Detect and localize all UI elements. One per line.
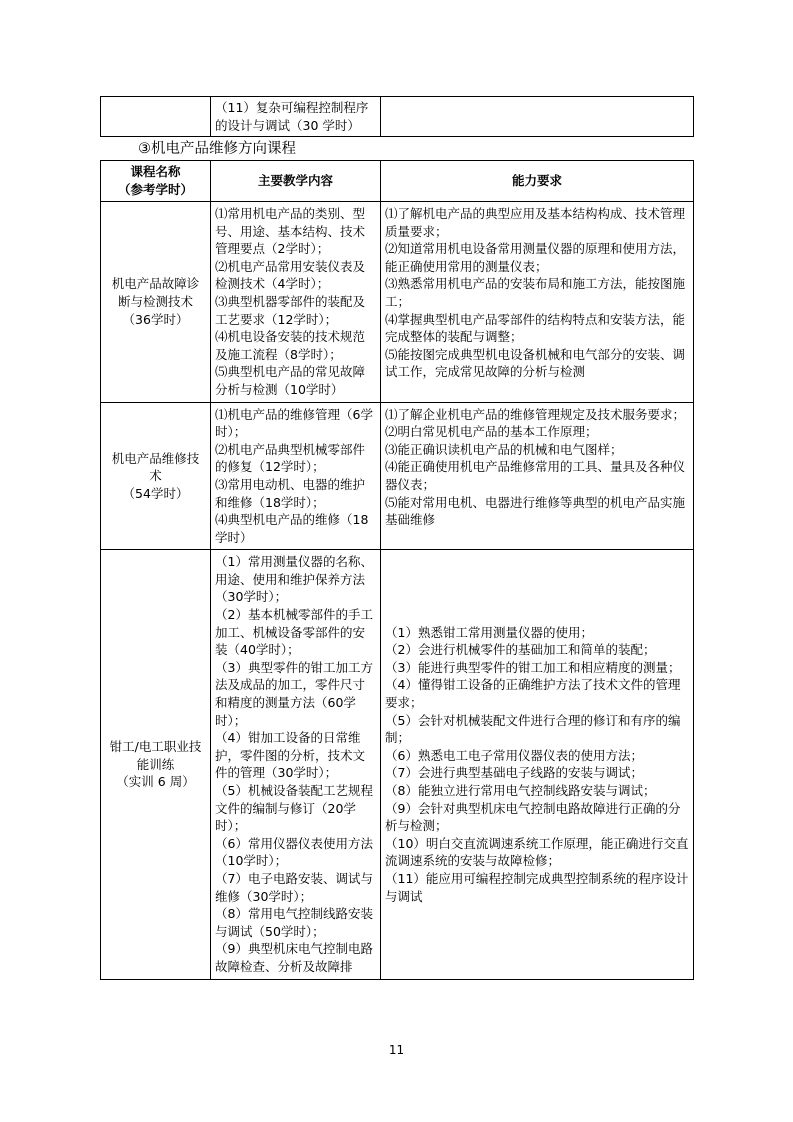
content-item: ⑶典型机器零部件的装配及工艺要求（12学时）；	[215, 293, 366, 327]
ability-cell	[381, 202, 694, 403]
content-item: （8）常用电气控制线路安装与调试（50学时）；	[215, 906, 373, 939]
content-item: （1）常用测量仪器的名称、用途、使用和维护保养方法（30学时）；	[215, 554, 373, 605]
header-ability: 能力要求	[381, 161, 694, 202]
course-hours: （36学时）	[122, 311, 189, 327]
ability-item: ⑴了解企业机电产品的维修管理规定及技术服务要求；	[385, 406, 686, 422]
content-item: ⑵机电产品常用安装仪表及检测技术（4学时）；	[215, 258, 366, 292]
course-name: 钳工/电工职业技能训练	[109, 739, 202, 772]
content-cell: （11）复杂可编程控制程序的设计与调试（30 学时）	[211, 97, 381, 137]
ability-item: （11）能应用可编程控制完成典型控制系统的程序设计与调试	[385, 870, 689, 904]
ability-item: （6）熟悉电工电子常用仪器仪表的使用方法；	[385, 747, 643, 763]
content-item: （6）常用仪器仪表使用方法（10学时）；	[215, 835, 373, 869]
ability-item: ⑶熟悉常用机电产品的安装布局和施工方法，能按图施工；	[385, 276, 686, 309]
content-item: ⑶常用电动机、电器的维护和维修（18学时）；	[215, 476, 366, 510]
header-name-line1: 课程名称	[130, 164, 181, 180]
content-item: ⑸典型机电产品的常见故障分析与检测（10学时）	[215, 364, 366, 397]
course-hours: （实训 6 周）	[116, 774, 195, 790]
section-heading: ③机电产品维修方向课程	[138, 141, 296, 157]
content-cell	[211, 550, 381, 979]
content-item: （7）电子电路安装、调试与维修（30学时）；	[215, 870, 373, 904]
ability-item: （1）熟悉钳工常用测量仪器的使用；	[385, 624, 593, 640]
ability-item: （2）会进行机械零件的基础加工和简单的装配；	[385, 642, 656, 658]
content-item: ⑴常用机电产品的类别、型号、用途、基本结构、技术管理要点（2学时）；	[215, 206, 366, 257]
content-item: （3）典型零件的钳工加工方法及成品的加工，零件尺寸和精度的测量方法（60学时）；	[215, 659, 373, 728]
table-row	[101, 550, 694, 979]
ability-item: （4）懂得钳工设备的正确维护方法了技术文件的管理要求；	[385, 677, 681, 711]
course-name-cell	[101, 402, 211, 550]
table-row	[101, 97, 694, 137]
content-cell	[211, 402, 381, 550]
content-item: ⑴机电产品的维修管理（6学时）；	[215, 406, 373, 440]
content-item: （9）典型机床电气控制电路故障检查、分析及故障排	[215, 941, 373, 974]
ability-item: （5）会针对机械装配文件进行合理的修订和有序的编制；	[385, 712, 681, 746]
table-header-row	[101, 161, 694, 202]
header-course-name	[101, 161, 211, 202]
ability-item: ⑸能按图完成典型机电设备机械和电气部分的安装、调试工作，完成常见故障的分析与检测	[385, 346, 686, 380]
ability-item: （3）能进行典型零件的钳工加工和相应精度的测量；	[385, 659, 681, 675]
header-content: 主要教学内容	[211, 161, 381, 202]
course-name-cell	[101, 97, 211, 137]
ability-item: （8）能独立进行常用电气控制线路安装与调试；	[385, 783, 656, 798]
ability-cell	[381, 550, 694, 979]
course-name: 机电产品故障诊断与检测技术	[111, 276, 200, 309]
ability-item: ⑵知道常用机电设备常用测量仪器的原理和使用方法，能正确使用常用的测量仪表；	[385, 241, 686, 274]
course-hours: （54学时）	[122, 485, 189, 501]
content-cell	[211, 202, 381, 403]
content-item: ⑷典型机电产品的维修（18学时）	[215, 512, 369, 545]
ability-cell	[381, 97, 694, 137]
ability-item: ⑷掌握典型机电产品零部件的结构特点和安装方法，能完成整体的装配与调整；	[385, 311, 686, 345]
content-item: （4）钳加工设备的日常维护，零件图的分析，技术文件的管理（30学时）；	[215, 730, 366, 781]
ability-item: ⑵明白常见机电产品的基本工作原理；	[385, 424, 598, 440]
ability-item: ⑴了解机电产品的典型应用及基本结构构成、技术管理质量要求；	[385, 206, 686, 239]
table-row	[101, 202, 694, 403]
continuation-table	[100, 96, 694, 137]
ability-item: （9）会针对典型机床电气控制电路故障进行正确的分析与检测；	[385, 800, 681, 834]
ability-item: （10）明白交直流调速系统工作原理，能正确进行交直流调速系统的安装与故障检修；	[385, 835, 689, 869]
content-item: （2）基本机械零部件的手工加工、机械设备零部件的安装（40学时）；	[215, 607, 373, 658]
header-name-line2: （参考学时）	[117, 182, 193, 197]
ability-item: ⑶能正确识读机电产品的机械和电气图样；	[385, 441, 623, 457]
content-item: ⑷机电设备安装的技术规范及施工流程（8学时）；	[215, 329, 366, 362]
table-row	[101, 402, 694, 550]
course-table	[100, 160, 694, 980]
course-name: 机电产品维修技术	[111, 450, 200, 484]
ability-item: （7）会进行典型基础电子线路的安装与调试；	[385, 765, 643, 781]
ability-cell	[381, 402, 694, 550]
page-number: 11	[388, 1043, 405, 1057]
ability-item: ⑷能正确使用机电产品维修常用的工具、量具及各种仪器仪表；	[385, 459, 686, 492]
content-item: ⑵机电产品典型机械零部件的修复（12学时）；	[215, 441, 366, 475]
content-item: （5）机械设备装配工艺规程文件的编制与修订（20学时）；	[215, 783, 373, 834]
course-name-cell	[101, 202, 211, 403]
course-name-cell	[101, 550, 211, 979]
ability-item: ⑸能对常用电机、电器进行维修等典型的机电产品实施基础维修	[385, 494, 686, 528]
